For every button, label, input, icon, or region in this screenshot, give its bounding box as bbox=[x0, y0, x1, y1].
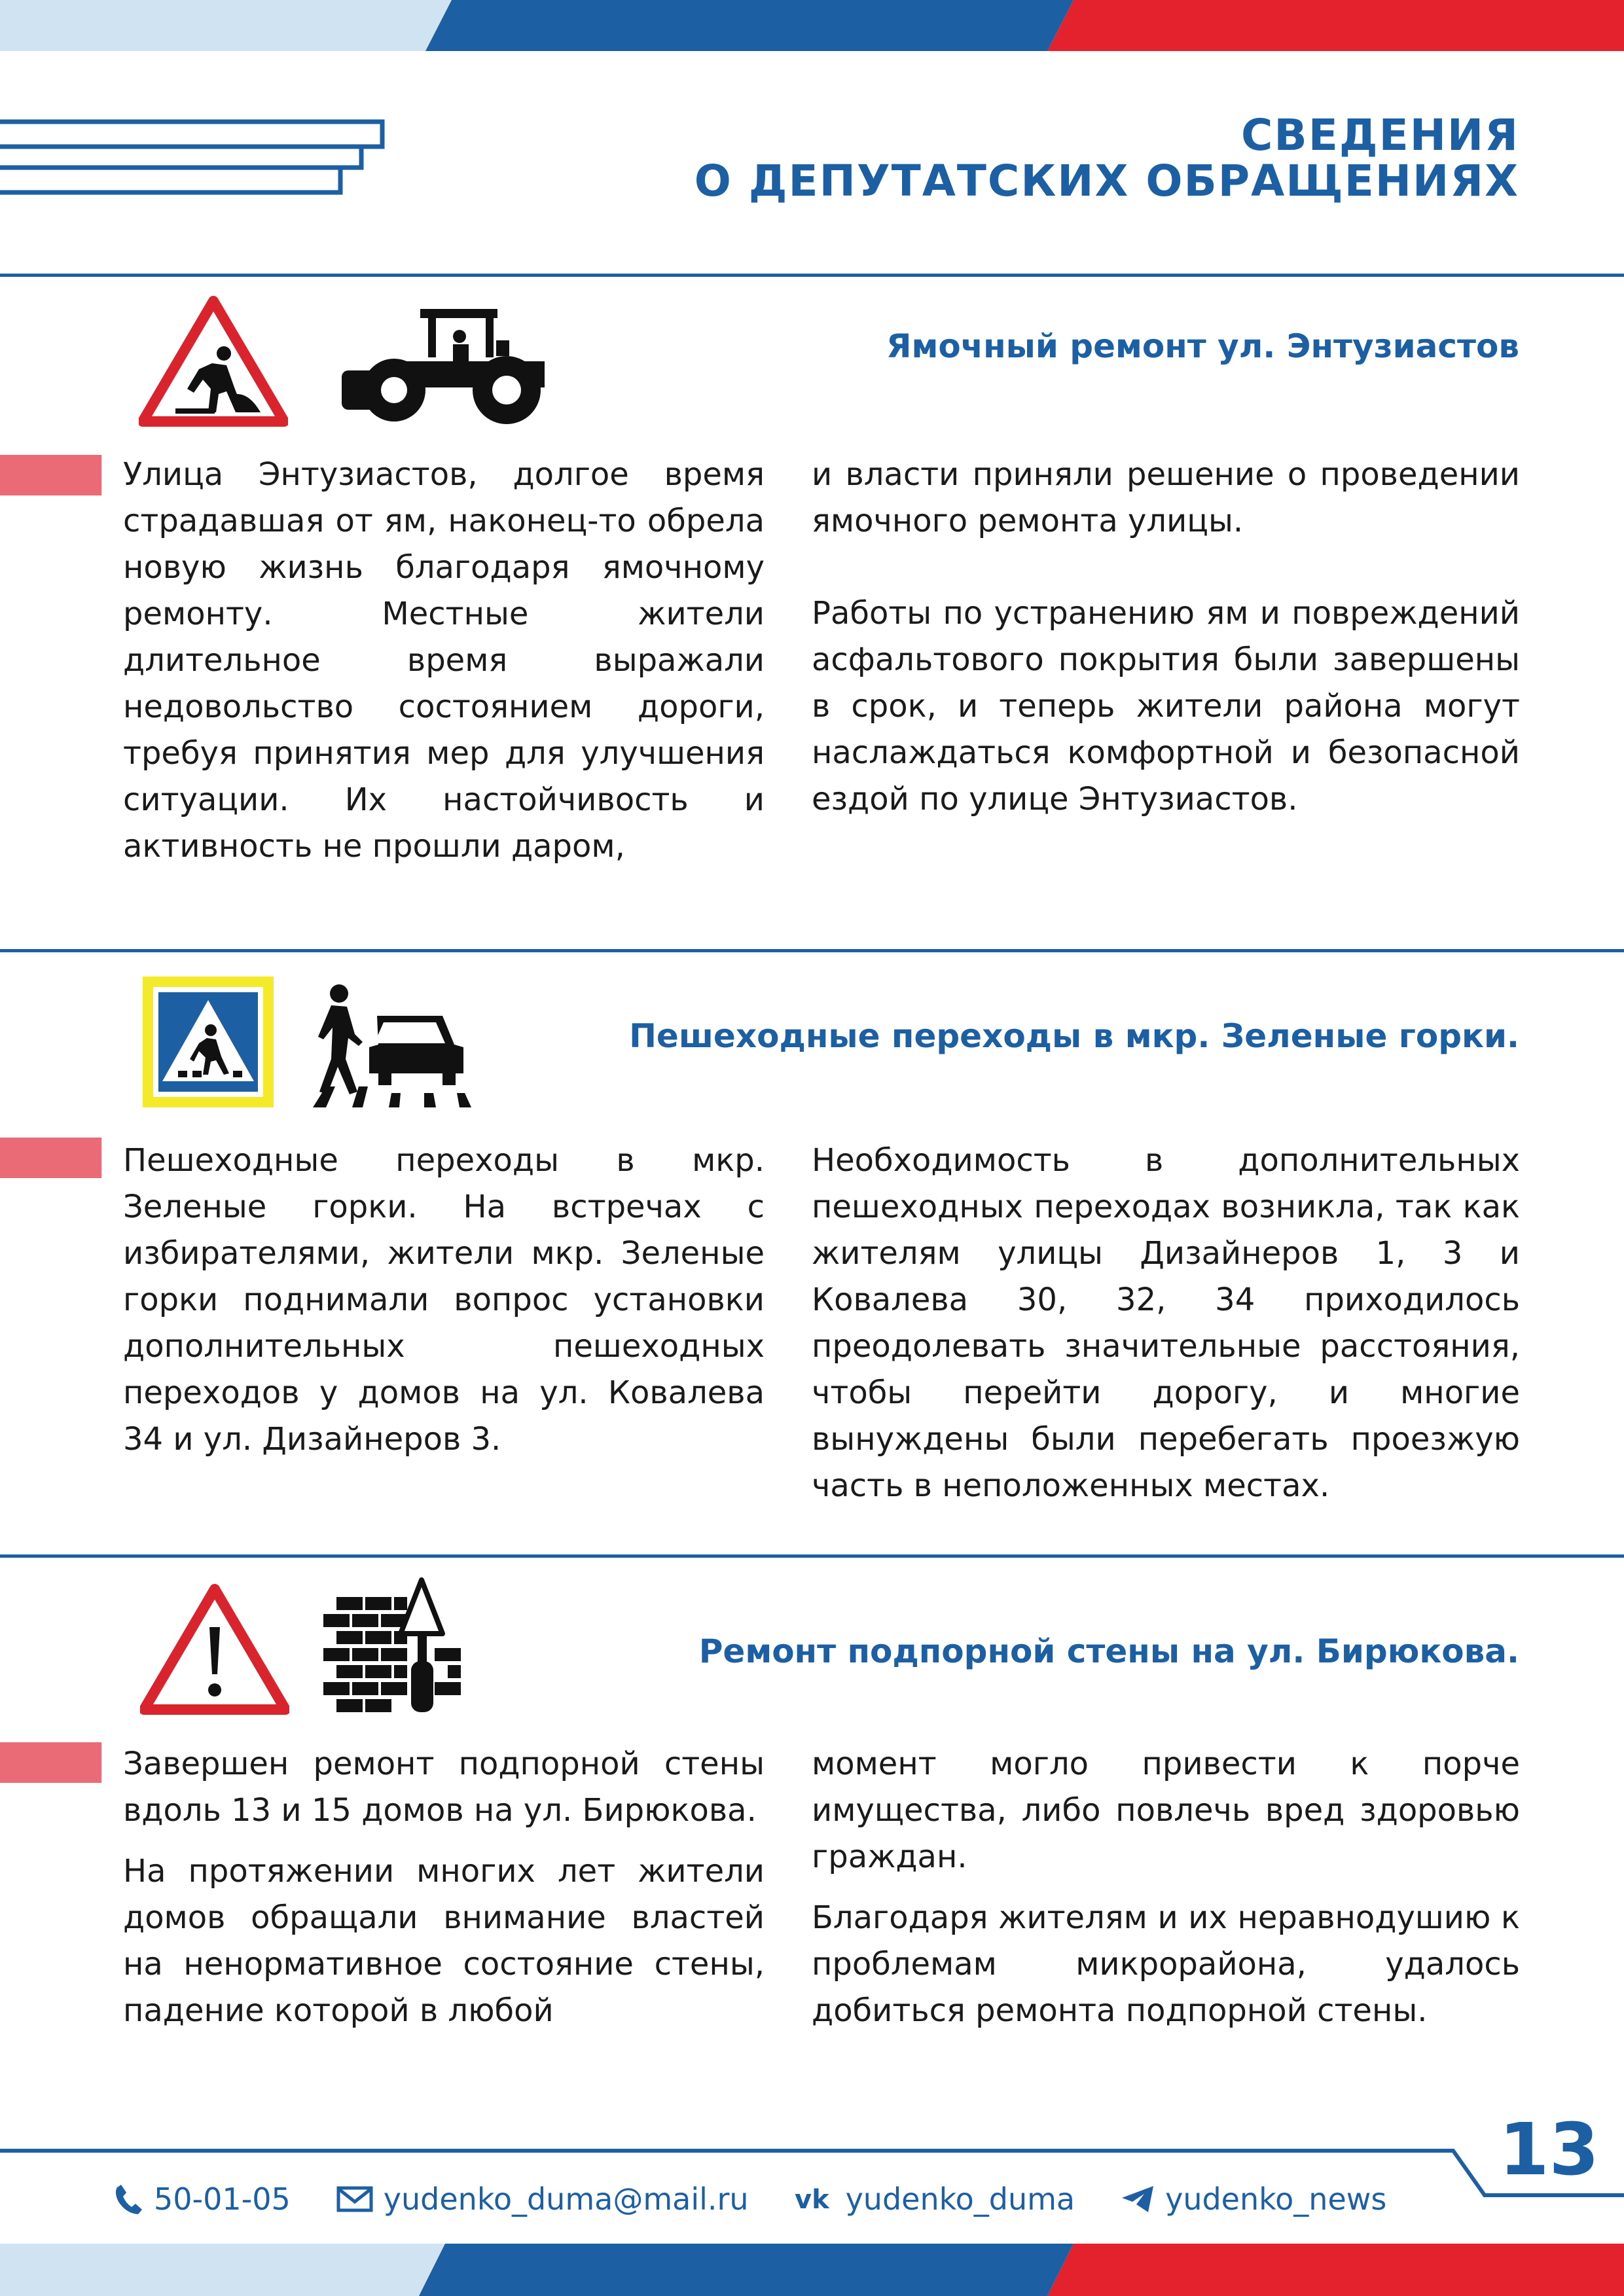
paragraph: Работы по устранению ям и повреждений асфальтового покрытия были завершены в срок, и теперь жители района могут наслаждаться комфортной и безопасной ездой по улице Энтузиастов. bbox=[812, 595, 1520, 817]
top-color-band bbox=[0, 0, 1624, 51]
phone-contact[interactable] bbox=[115, 2181, 291, 2217]
email-contact[interactable] bbox=[336, 2181, 749, 2217]
section-marker bbox=[0, 1138, 101, 1178]
email-address: yudenko_duma@mail.ru bbox=[383, 2181, 749, 2217]
section-3-left-column bbox=[123, 1741, 765, 2034]
svg-text:vk: vk bbox=[794, 2186, 829, 2212]
section-title-pedestrian-crossings: Пешеходные переходы в мкр. Зеленые горки. bbox=[629, 1017, 1519, 1055]
paragraph: На протяжении многих лет жители домов обращали внимание властей на ненормативное состояние стены, падение которой в любой bbox=[123, 1853, 765, 2029]
paragraph: Завершен ремонт подпорной стены вдоль 13 и 15 домов на ул. Бирюкова. bbox=[123, 1746, 765, 1829]
telegram-handle: yudenko_news bbox=[1165, 2181, 1387, 2217]
phone-number: 50-01-05 bbox=[154, 2181, 291, 2217]
pedestrian-crossing-sign-icon bbox=[143, 977, 274, 1107]
section-marker bbox=[0, 1742, 101, 1783]
paragraph: момент могло привести к порче имущества, либо повлечь вред здоровью граждан. bbox=[812, 1746, 1520, 1875]
paragraph: Необходимость в дополнительных пешеходных переходах возникла, так как жителям улицы Дизайнеров 1, 3 и Ковалева 30, 32, 34 приходилось преодолевать значительные расстояния, чтобы перейти дорогу, и многие вынуждены были перебегать проезжую часть в неположенных местах. bbox=[812, 1142, 1520, 1504]
mail-icon bbox=[336, 2186, 373, 2212]
page-title: СВЕДЕНИЯ О ДЕПУТАТСКИХ ОБРАЩЕНИЯХ bbox=[694, 110, 1519, 206]
section-2-right-column bbox=[812, 1138, 1520, 1509]
vk-icon bbox=[795, 2186, 835, 2212]
footer-contacts bbox=[115, 2176, 1432, 2222]
vk-handle: yudenko_duma bbox=[845, 2181, 1075, 2217]
telegram-icon bbox=[1121, 2185, 1155, 2214]
section-title-pothole-repair: Ямочный ремонт ул. Энтузиастов bbox=[886, 327, 1519, 365]
section-1-right-column bbox=[812, 452, 1520, 823]
divider-line bbox=[0, 274, 1624, 277]
paragraph: Благодаря жителям и их неравнодушию к проблемам микрорайона, удалось добиться ремонта подпорной стены. bbox=[812, 1899, 1520, 2029]
road-roller-icon bbox=[342, 306, 554, 427]
telegram-contact[interactable] bbox=[1121, 2181, 1386, 2217]
divider-line bbox=[0, 1554, 1624, 1558]
section-2-left-column bbox=[123, 1138, 765, 1463]
divider-line bbox=[0, 949, 1624, 952]
paragraph: Улица Энтузиастов, долгое время страдавшая от ям, наконец-то обрела новую жизнь благодаря ямочному ремонту. Местные жители длительное время выражали недовольство состоянием дороги, требуя принятия мер для улучшения ситуации. Их настойчивость и активность не прошли даром, bbox=[123, 456, 765, 865]
paragraph: и власти приняли решение о проведении ямочного ремонта улицы. bbox=[812, 456, 1520, 539]
page-number: 13 bbox=[1499, 2108, 1600, 2191]
header-stripes-decoration bbox=[0, 118, 393, 196]
bottom-color-band bbox=[0, 2244, 1624, 2296]
pedestrian-car-crossing-icon bbox=[300, 982, 473, 1107]
section-1-left-column bbox=[123, 452, 765, 870]
phone-icon bbox=[115, 2183, 143, 2215]
warning-sign-icon bbox=[140, 1584, 289, 1715]
section-title-retaining-wall: Ремонт подпорной стены на ул. Бирюкова. bbox=[698, 1632, 1519, 1670]
paragraph: Пешеходные переходы в мкр. Зеленые горки. На встречах с избирателями, жители мкр. Зеленые горки поднимали вопрос установки дополнительных пешеходных переходов у домов на ул. Ковалева 34 и ул. Дизайнеров 3. bbox=[123, 1142, 765, 1458]
brick-wall-trowel-icon bbox=[323, 1577, 462, 1713]
section-marker bbox=[0, 455, 101, 495]
road-works-sign-icon bbox=[139, 296, 288, 427]
vk-contact[interactable] bbox=[795, 2181, 1075, 2217]
section-3-right-column bbox=[812, 1741, 1520, 2034]
